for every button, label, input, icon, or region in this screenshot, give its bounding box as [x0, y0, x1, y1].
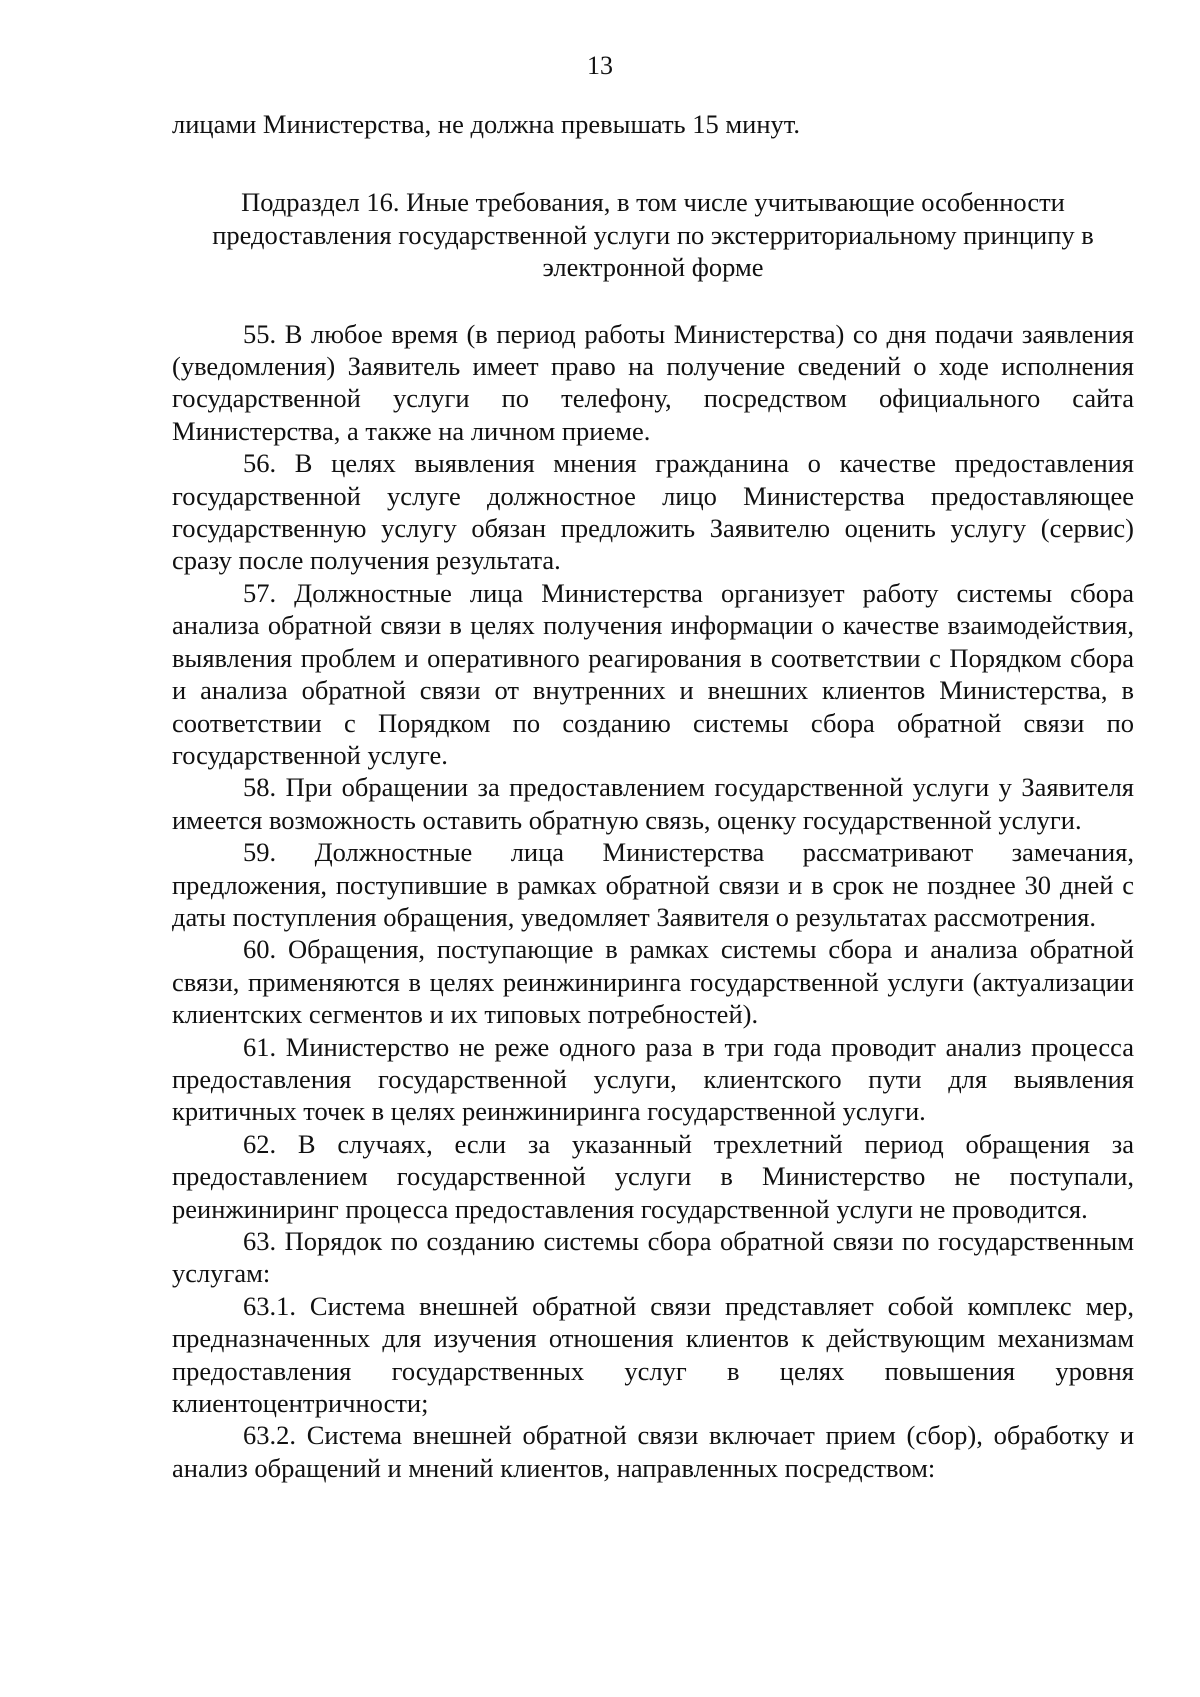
- clause-60: 60. Обращения, поступающие в рамках системы сбора и анализа обратной связи, применяются в целях реинжиниринга государственной услуги (актуализации клиентских сегментов и их типовых потребностей).: [172, 934, 1134, 1030]
- clause-62: 62. В случаях, если за указанный трехлетний период обращения за предоставлением государственной услуги в Министерство не поступали, реинжиниринг процесса предоставления государственной услуги не проводится.: [172, 1128, 1134, 1224]
- continuation-paragraph: лицами Министерства, не должна превышать 15 минут.: [172, 109, 800, 139]
- clause-59: 59. Должностные лица Министерства рассматривают замечания, предложения, поступившие в рамках обратной связи и в срок не позднее 30 дней с даты поступления обращения, уведомляет Заявителя о результатах рассмотрения.: [172, 837, 1134, 932]
- document-body: [172, 108, 1134, 1484]
- clause-58: 58. При обращении за предоставлением государственной услуги у Заявителя имеется возможность оставить обратную связь, оценку государственной услуги.: [172, 772, 1134, 835]
- clause-57: 57. Должностные лица Министерства организует работу системы сбора анализа обратной связи в целях получения информации о качестве взаимодействия, выявления проблем и оперативного реагирования в соответствии с Порядком сбора и анализа обратной связи от внутренних и внешних клиентов Министерства, в соответствии с Порядком по созданию системы сбора обратной связи по государственной услуге.: [172, 577, 1134, 770]
- subsection-heading: Подраздел 16. Иные требования, в том числе учитывающие особенности предоставления государственной услуги по экстерриториальному принципу в электронной форме: [212, 187, 1094, 283]
- clause-63-2: 63.2. Система внешней обратной связи включает прием (сбор), обработку и анализ обращений и мнений клиентов, направленных посредством:: [172, 1420, 1134, 1483]
- clause-63: 63. Порядок по созданию системы сбора обратной связи по государственным услугам:: [172, 1226, 1134, 1289]
- clause-56: 56. В целях выявления мнения гражданина о качестве предоставления государственной услуге должностное лицо Министерства предоставляющее государственную услугу обязан предложить Заявителю оценить услугу (сервис) сразу после получения результата.: [172, 448, 1134, 576]
- clause-55: 55. В любое время (в период работы Министерства) со дня подачи заявления (уведомления) Заявитель имеет право на получение сведений о ходе исполнения государственной услуги по телефону, посредством официального сайта Министерства, а также на личном приеме.: [172, 318, 1134, 446]
- clause-61: 61. Министерство не реже одного раза в три года проводит анализ процесса предоставления государственной услуги, клиентского пути для выявления критичных точек в целях реинжиниринга государственной услуги.: [172, 1031, 1134, 1127]
- page-number: 13: [587, 51, 613, 80]
- clause-63-1: 63.1. Система внешней обратной связи представляет собой комплекс мер, предназначенных для изучения отношения клиентов к действующим механизмам предоставления государственных услуг в целях повышения уровня клиентоцентричности;: [172, 1290, 1134, 1419]
